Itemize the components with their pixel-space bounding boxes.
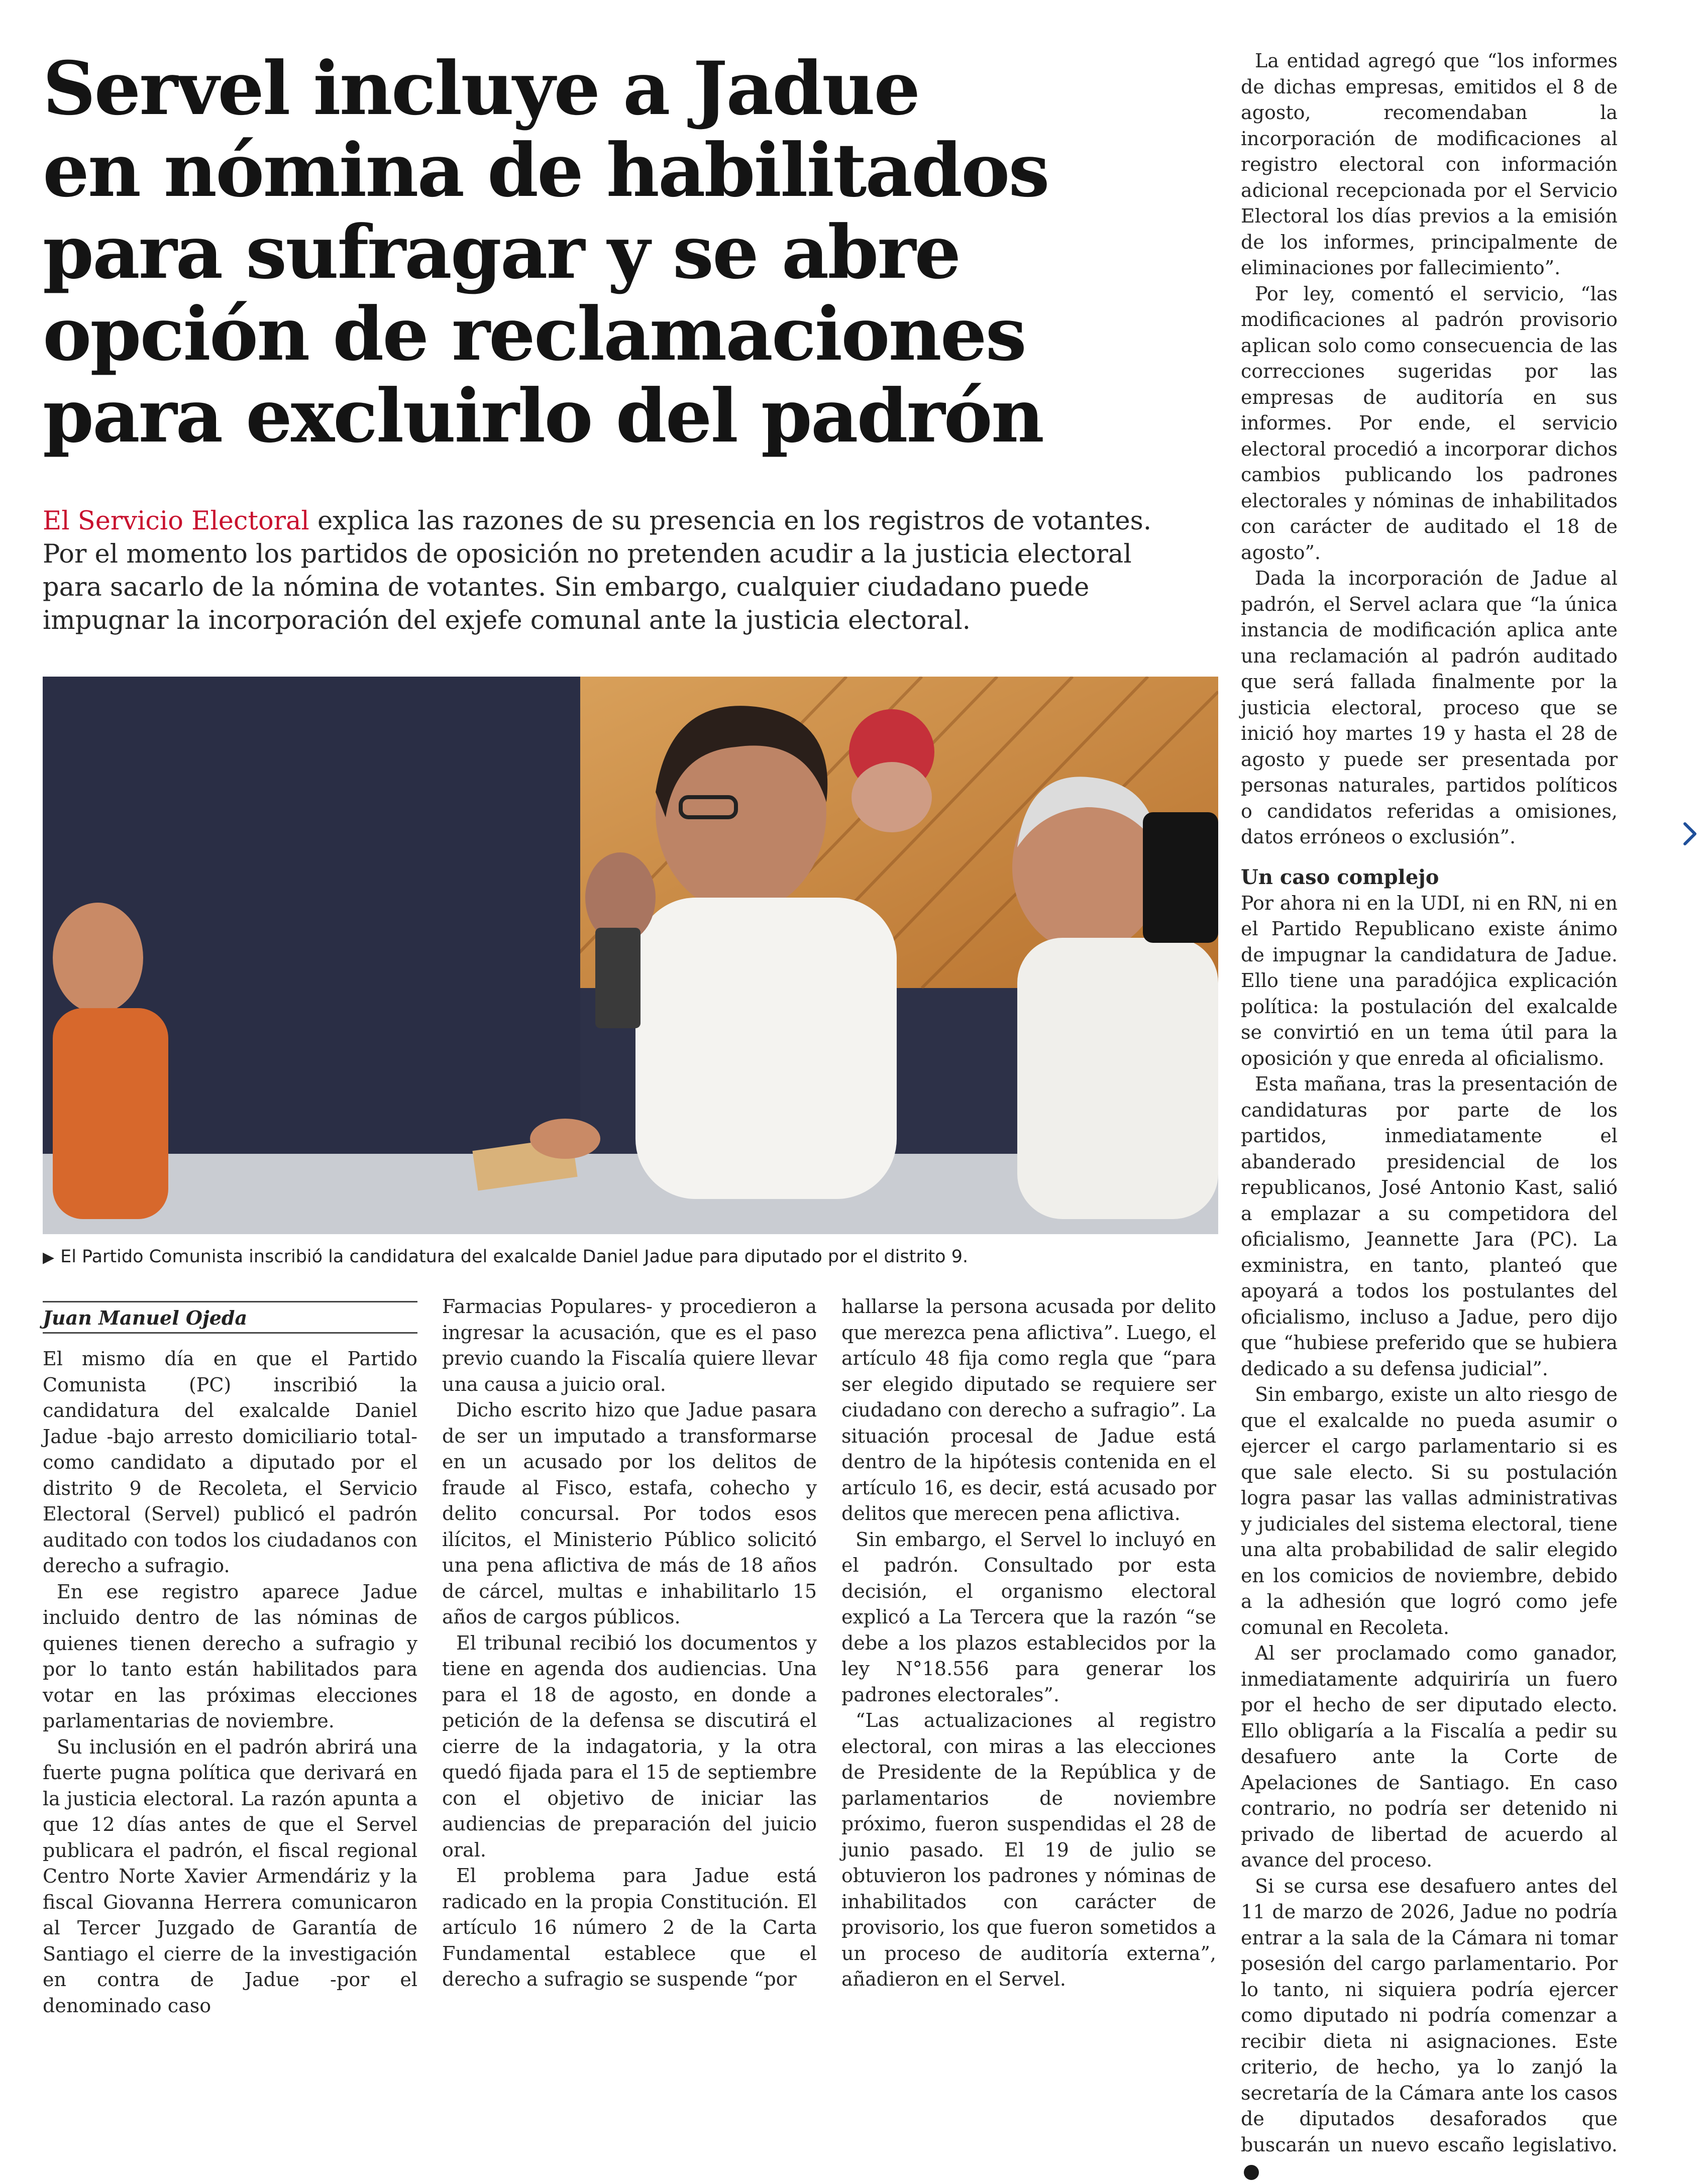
paragraph: El problema para Jadue está radicado en la propia Constitución. El artículo 16 número 2 de la Carta Fundamental establece que el derecho a sufragio se suspende “por <box>442 1865 817 1990</box>
headline-line: opción de reclamaciones <box>43 291 1025 377</box>
lead-line <box>43 505 1152 538</box>
lead-paragraph <box>43 505 1152 637</box>
lead-kicker: El Servicio Electoral <box>43 506 309 536</box>
headline-line: para excluirlo del padrón <box>43 373 1043 459</box>
caption-marker-icon: ▶ <box>43 1249 55 1266</box>
paragraph: Sin embargo, el Servel lo incluyó en el padrón. Consultado por esta decisión, el organismo electoral explicó a La Tercera que la razón “se debe a los plazos establecidos por la ley N°18.556 para generar los padrones electorales”. <box>841 1528 1216 1706</box>
paragraph: Dada la incorporación de Jadue al padrón, el Servel aclara que “la única instancia de modificación aplica ante una reclamación al padrón auditado que será fallada finalmente por la justicia electoral, proceso que se inició hoy martes 19 y hasta el 28 de agosto y puede ser presentada por personas naturales, partidos políticos o candidatos referidas a omisiones, datos erróneos o exclusión”. <box>1241 567 1618 848</box>
article-column-3 <box>841 1294 1216 1993</box>
paragraph: hallarse la persona acusada por delito que merezca pena aflictiva”. Luego, el artículo 48 fija como regla que “para ser elegido diputado se requiere ser ciudadano con derecho a sufragio”. La situación procesal de Jadue está dentro de la hipótesis contenida en el artículo 16, es decir, está acusado por delitos que merecen pena aflictiva. <box>841 1295 1216 1524</box>
lead-text: explica las razones de su presencia en los registros de votantes. <box>309 506 1152 536</box>
article-column-1 <box>43 1346 417 2019</box>
photo-illustration <box>43 677 1218 1234</box>
headline <box>43 48 1198 457</box>
photo-caption <box>43 1245 1218 1270</box>
lead-line: impugnar la incorporación del exjefe comunal ante la justicia electoral. <box>43 606 971 635</box>
paragraph: El mismo día en que el Partido Comunista (PC) inscribió la candidatura del exalcalde Daniel Jadue -bajo arresto domiciliario total- como candidato a diputado por el distrito 9 de Recoleta, el Servicio Electoral (Servel) publicó el padrón auditado con todos los ciudadanos con derecho a sufragio. <box>43 1348 417 1577</box>
end-of-article-dot-icon <box>1244 2165 1259 2180</box>
caption-text: El Partido Comunista inscribió la candidatura del exalcalde Daniel Jadue para diputado por el distrito 9. <box>60 1247 969 1267</box>
article-photo <box>43 677 1218 1234</box>
paragraph: Por ley, comentó el servicio, “las modificaciones al padrón provisorio aplican solo como consecuencia de las correcciones sugeridas por las empresas de auditoría en sus informes. Por ende, el servicio electoral procedió a incorporar dichos cambios publicando los padrones electorales y nóminas de inhabilitados con carácter de auditado el 18 de agosto”. <box>1241 282 1618 564</box>
section-subhead: Un caso complejo <box>1241 865 1439 889</box>
paragraph: Su inclusión en el padrón abrirá una fuerte pugna política que derivará en la justicia electoral. La razón apunta a que 12 días antes de que el Servel publicara el padrón, el fiscal regional Centro Norte Xavier Armendáriz y la fiscal Giovanna Herrera comunicaron al Tercer Juzgado de Garantía de Santiago el cierre de la investigación en contra de Jadue -por el denominado caso <box>43 1735 417 2017</box>
lead-line: para sacarlo de la nómina de votantes. Sin embargo, cualquier ciudadano puede <box>43 573 1090 602</box>
byline: Juan Manuel Ojeda <box>43 1301 417 1334</box>
paragraph: Farmacias Populares- y procedieron a ingresar la acusación, que es el paso previo cuando la Fiscalía quiere llevar una causa a juicio oral. <box>442 1295 817 1395</box>
last-paragraph-text: Si se cursa ese desafuero antes del 11 de marzo de 2026, Jadue no podría entrar a la sala de la Cámara ni tomar posesión del cargo parlamentario. Por lo tanto, ni siquiera podría ejercer como diputado ni podría comenzar a recibir dieta ni asignaciones. Este criterio, de hecho, ya lo zanjó la secretaría de la Cámara ante los casos de diputados desaforados que buscarán un nuevo escaño legislativo. <box>1241 1875 1618 2156</box>
paragraph: La entidad agregó que “los informes de dichas empresas, emitidos el 8 de agosto, recomendaban la incorporación de modificaciones al registro electoral con información adicional recepcionada por el Servicio Electoral los días previos a la emisión de los informes, principalmente de eliminaciones por fallecimiento”. <box>1241 50 1618 279</box>
paragraph: “Las actualizaciones al registro electoral, con miras a las elecciones de Presidente de la República y de parlamentarios de noviembre próximo, fueron suspendidas el 28 de junio pasado. El 19 de julio se obtuvieron los padrones y nóminas de inhabilitados con carácter de provisorio, los que fueron sometidos a un proceso de auditoría externa”, añadieron en el Servel. <box>841 1709 1216 1990</box>
chevron-right-icon <box>1680 819 1700 849</box>
next-page-button[interactable] <box>1675 809 1705 859</box>
paragraph: En ese registro aparece Jadue incluido dentro de las nóminas de quienes tienen derecho a sufragio y por lo tanto están habilitados para votar en las próximas elecciones parlamentarias de noviembre. <box>43 1580 417 1732</box>
paragraph: Esta mañana, tras la presentación de candidaturas por parte de los partidos, inmediatamente el abanderado presidencial de los republicanos, José Antonio Kast, salió a emplazar a su competidora del oficialismo, Jeannette Jara (PC). La exministra, en tanto, planteó que apoyará a todos los postulantes del oficialismo, incluso a Jadue, pero dijo que “hubiese preferido que se hubiera dedicado a su defensa judicial”. <box>1241 1073 1618 1380</box>
lead-line: Por el momento los partidos de oposición no pretenden acudir a la justicia electoral <box>43 539 1132 569</box>
article-column-4 <box>1241 48 1618 2184</box>
headline-line: Servel incluye a Jadue <box>43 46 919 132</box>
paragraph: Dicho escrito hizo que Jadue pasara de ser un imputado a transformarse en un acusado por los delitos de fraude al Fisco, estafa, cohecho y delito concursal. Por todos esos ilícitos, el Ministerio Público solicitó una pena aflictiva de más de 18 años de cárcel, multas e inhabilitarlo 15 años de cargos públicos. <box>442 1399 817 1628</box>
paragraph: El tribunal recibió los documentos y tiene en agenda dos audiencias. Una para el 18 de agosto, en donde a petición de la defensa se discutirá el cierre de la indagatoria, y la otra quedó fijada para el 15 de septiembre con el objetivo de iniciar las audiencias de preparación del juicio oral. <box>442 1631 817 1861</box>
headline-line: para sufragar y se abre <box>43 209 960 295</box>
article-column-2 <box>442 1294 817 1993</box>
paragraph: Por ahora ni en la UDI, ni en RN, ni en el Partido Republicano existe ánimo de impugnar la candidatura de Jadue. Ello tiene una paradójica explicación política: la postulación del exalcalde se convirtió en un tema útil para la oposición y que enreda al oficialismo. <box>1241 892 1618 1069</box>
headline-line: en nómina de habilitados <box>43 128 1048 213</box>
paragraph: Al ser proclamado como ganador, inmediatamente adquiriría un fuero por el hecho de ser diputado electo. Ello obligaría a la Fiscalía a pedir su desafuero ante la Corte de Apelaciones de Santiago. En caso contrario, no podría ser detenido ni privado de libertad de acuerdo al avance del proceso. <box>1241 1642 1618 1871</box>
paragraph: Sin embargo, existe un alto riesgo de que el exalcalde no pueda asumir o ejercer el cargo parlamentario si es que sale electo. Si su postulación logra pasar las vallas administrativas y judiciales del sistema electoral, tiene una alta probabilidad de salir elegido en los comicios de noviembre, debido a la adhesión que logró como jefe comunal en Recoleta. <box>1241 1383 1618 1639</box>
paragraph <box>1241 1874 1618 2184</box>
